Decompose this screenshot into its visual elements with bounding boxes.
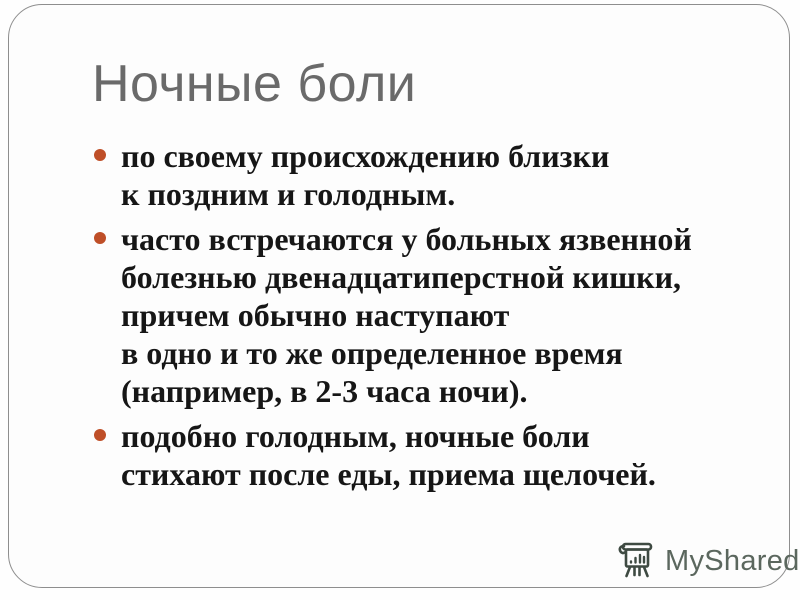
bullet-item	[94, 417, 774, 493]
flipchart-presentation-icon	[616, 540, 656, 582]
slide-title: Ночные боли	[92, 55, 417, 113]
bullet-line: по своему происхождению близки	[121, 138, 610, 174]
bullet-line: стихают после еды, приема щелочей.	[121, 456, 656, 492]
bullet-dot-icon	[94, 149, 106, 161]
bullet-line: причем обычно наступают	[121, 297, 510, 333]
bullet-item	[94, 220, 774, 410]
bullet-line: (например, в 2-3 часа ночи).	[121, 373, 528, 409]
bullet-item	[94, 137, 774, 213]
bullet-list	[94, 137, 774, 500]
bullet-line: болезнью двенадцатиперстной кишки,	[121, 259, 682, 295]
bullet-line: подобно голодным, ночные боли	[121, 418, 590, 454]
presentation-slide	[8, 4, 800, 588]
bullet-dot-icon	[94, 232, 106, 244]
myshared-watermark	[616, 540, 800, 582]
bullet-line: часто встречаются у больных язвенной	[121, 221, 692, 257]
bullet-line: к поздним и голодным.	[121, 176, 456, 212]
watermark-brand-text: MyShared	[665, 545, 800, 577]
bullet-line: в одно и то же определенное время	[121, 335, 623, 371]
bullet-dot-icon	[94, 429, 106, 441]
